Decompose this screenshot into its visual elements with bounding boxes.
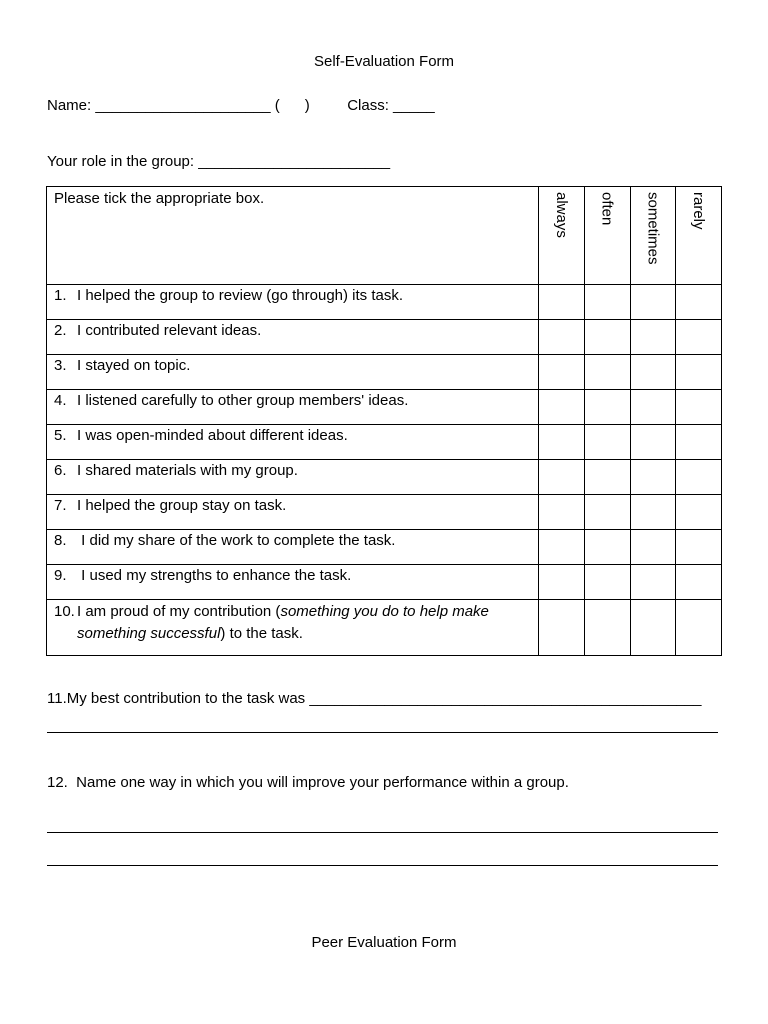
tick-box-rarely[interactable] (676, 390, 722, 425)
tick-box-often[interactable] (584, 565, 630, 600)
statement-cell (47, 355, 539, 390)
statement-text: I listened carefully to other group members' ideas. (77, 392, 409, 409)
table-row (47, 355, 722, 390)
statement-text: ) to the task. (220, 625, 303, 642)
table-row (47, 425, 722, 460)
tick-box-rarely[interactable] (676, 355, 722, 390)
tick-box-rarely[interactable] (676, 320, 722, 355)
role-field[interactable]: Your role in the group: _______________________ (47, 153, 391, 170)
tick-box-often[interactable] (584, 425, 630, 460)
statement-cell (47, 460, 539, 495)
tick-box-often[interactable] (584, 390, 630, 425)
tick-box-often[interactable] (584, 355, 630, 390)
tick-box-often[interactable] (584, 285, 630, 320)
tick-box-sometimes[interactable] (630, 355, 676, 390)
tick-box-often[interactable] (584, 530, 630, 565)
tick-box-sometimes[interactable] (630, 390, 676, 425)
tick-box-always[interactable] (539, 600, 585, 656)
instruction-cell (47, 187, 539, 285)
column-label-often: often (598, 192, 616, 226)
table-row (47, 600, 722, 656)
tick-box-rarely[interactable] (676, 495, 722, 530)
tick-box-often[interactable] (584, 320, 630, 355)
statement-cell (47, 565, 539, 600)
tick-box-rarely[interactable] (676, 600, 722, 656)
statement-text: I helped the group to review (go through) its task. (77, 287, 404, 304)
column-label-rarely: rarely (690, 192, 708, 230)
statement-cell (47, 425, 539, 460)
tick-box-sometimes[interactable] (630, 600, 676, 656)
tick-box-always[interactable] (539, 390, 585, 425)
tick-box-sometimes[interactable] (630, 460, 676, 495)
tick-box-often[interactable] (584, 600, 630, 656)
statement-emphasis: something successful (77, 625, 221, 642)
tick-box-always[interactable] (539, 320, 585, 355)
statement-text: I contributed relevant ideas. (77, 322, 262, 339)
tick-box-sometimes[interactable] (630, 530, 676, 565)
tick-box-always[interactable] (539, 495, 585, 530)
table-row (47, 495, 722, 530)
tick-box-often[interactable] (584, 495, 630, 530)
statement-continuation (54, 623, 538, 645)
tick-box-sometimes[interactable] (630, 320, 676, 355)
statement-number: 6. (54, 462, 67, 479)
statement-text: I was open-minded about different ideas. (77, 427, 348, 444)
tick-box-rarely[interactable] (676, 285, 722, 320)
tick-box-always[interactable] (539, 460, 585, 495)
answer-line[interactable] (47, 732, 718, 733)
statement-text: I shared materials with my group. (77, 462, 298, 479)
tick-box-often[interactable] (584, 460, 630, 495)
question-11[interactable]: 11.My best contribution to the task was _______________________________________________ (47, 690, 702, 707)
statement-text: I helped the group stay on task. (77, 497, 287, 514)
statement-cell (47, 390, 539, 425)
statement-text: I am proud of my contribution ( (77, 603, 281, 620)
column-header-rarely (676, 187, 722, 285)
table-row (47, 390, 722, 425)
statement-cell (47, 530, 539, 565)
tick-box-always[interactable] (539, 425, 585, 460)
statement-number: 5. (54, 427, 67, 444)
instruction-text: Please tick the appropriate box. (54, 190, 265, 207)
table-row (47, 320, 722, 355)
tick-box-sometimes[interactable] (630, 565, 676, 600)
statement-number: 9. (54, 567, 67, 584)
statement-emphasis: something you do to help make (280, 603, 489, 620)
tick-box-always[interactable] (539, 530, 585, 565)
statement-number: 7. (54, 497, 67, 514)
column-label-sometimes: sometimes (644, 192, 662, 265)
tick-box-sometimes[interactable] (630, 495, 676, 530)
answer-line[interactable] (47, 865, 718, 866)
evaluation-table (46, 186, 722, 656)
column-header-always (539, 187, 585, 285)
tick-box-always[interactable] (539, 565, 585, 600)
name-class-field[interactable]: Name: _____________________ ( ) Class: _____ (47, 97, 435, 114)
statement-cell (47, 285, 539, 320)
statement-number: 8. (54, 532, 67, 549)
question-12: 12. Name one way in which you will improve your performance within a group. (47, 774, 569, 791)
form-title: Self-Evaluation Form (313, 53, 455, 70)
column-header-sometimes (630, 187, 676, 285)
table-row (47, 285, 722, 320)
tick-box-rarely[interactable] (676, 530, 722, 565)
statement-text: I used my strengths to enhance the task. (77, 567, 352, 584)
table-row (47, 460, 722, 495)
tick-box-rarely[interactable] (676, 425, 722, 460)
statement-text: I did my share of the work to complete the task. (77, 532, 396, 549)
statement-text: I stayed on topic. (77, 357, 191, 374)
peer-evaluation-heading: Peer Evaluation Form (311, 934, 457, 951)
tick-box-rarely[interactable] (676, 460, 722, 495)
statement-cell (47, 495, 539, 530)
statement-number: 3. (54, 357, 67, 374)
statement-cell (47, 320, 539, 355)
column-label-always: always (553, 192, 571, 238)
statement-number: 4. (54, 392, 67, 409)
statement-number: 1. (54, 287, 67, 304)
statement-number: 2. (54, 322, 67, 339)
tick-box-sometimes[interactable] (630, 425, 676, 460)
table-row (47, 565, 722, 600)
table-row (47, 530, 722, 565)
statement-number: 10. (54, 603, 75, 620)
tick-box-always[interactable] (539, 355, 585, 390)
tick-box-always[interactable] (539, 285, 585, 320)
tick-box-sometimes[interactable] (630, 285, 676, 320)
answer-line[interactable] (47, 832, 718, 833)
tick-box-rarely[interactable] (676, 565, 722, 600)
column-header-often (584, 187, 630, 285)
statement-cell (47, 600, 539, 656)
